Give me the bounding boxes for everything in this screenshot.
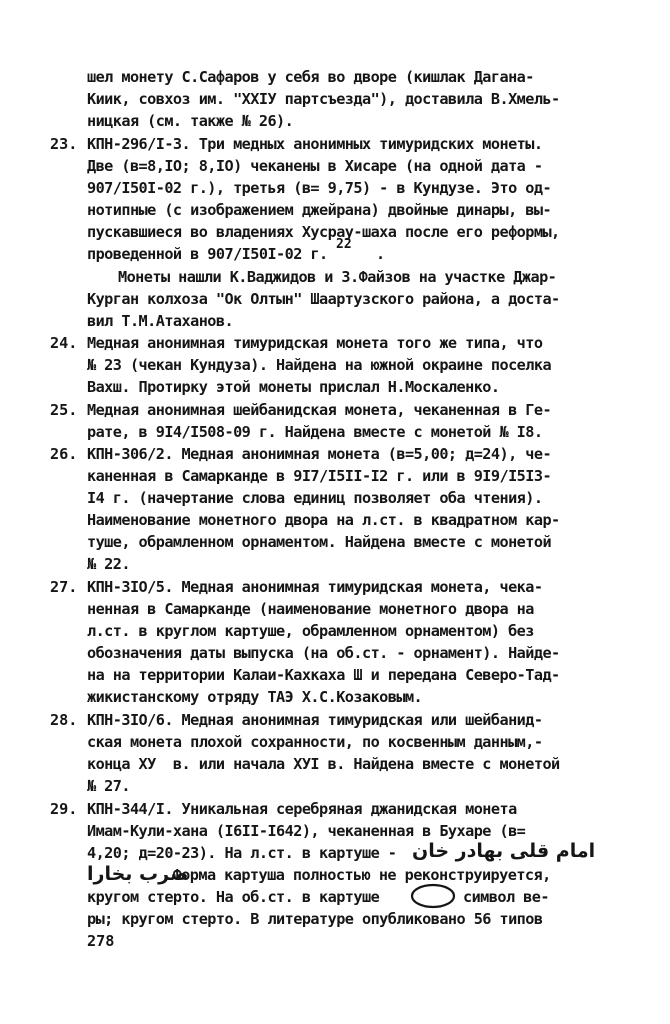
entry-number-25: 25. [50,401,78,419]
entry-27-line-3: л.ст. в круглом картуше, обрамленном орнаментом) без [87,622,534,640]
entry-24-line-2: № 23 (чекан Кундуза). Найдена на южной окраине поселка [87,356,552,374]
entry-29-line-3: 4,20; д=20-23). На л.ст. в картуше - [87,844,397,862]
entry-28-line-1: КПН-3IO/6. Медная анонимная тимуридская или шейбанид- [87,711,543,729]
footnote-marker: 22 [336,237,352,252]
entry-27-line-5: на на территории Калаи-Кахкаха Ш и передана Северо-Тад- [87,666,560,684]
entry-29-line-5: кругом стерто. На об.ст. в картуше [87,888,380,906]
entry-25-line-2: рате, в 9I4/I508-09 г. Найдена вместе с монетой № I8. [87,423,543,441]
entry-23-line-2: Две (в=8,IO; 8,IO) чеканены в Хисаре (на одной дата - [87,157,543,175]
entry-24-line-1: Медная анонимная тимуридская монета того же типа, что [87,334,543,352]
entry-number-28: 28. [50,711,78,729]
entry-number-23: 23. [50,135,78,153]
entry-23-line-6: проведенной в 907/I50I-02 г. [87,245,328,263]
page-number: 278 [87,932,115,950]
entry-28-line-4: № 27. [87,777,130,795]
entry-29-line-4: .Форма картуша полностью не реконструируется, [164,866,551,884]
entry-29-line-5-end: символ ве- [463,888,549,906]
cartouche-oval-icon [409,882,457,910]
entry-26-line-4: Наименование монетного двора на л.ст. в квадратном кар- [87,511,560,529]
entry-29-line-6: ры; кругом стерто. В литературе опубликовано 56 типов [87,910,543,928]
entry-28-line-3: конца ХУ в. или начала ХУI в. Найдена вместе с монетой [87,755,560,773]
entry-26-line-2: каненная в Самарканде в 9I7/I5II-I2 г. или в 9I9/I5I3- [87,467,552,485]
entry-26-line-6: № 22. [87,555,130,573]
entry-29-line-2: Имам-Кули-хана (I6II-I642), чеканенная в Бухаре (в= [87,822,526,840]
entry-23-line-3: 907/I50I-02 г.), третья (в= 9,75) - в Кундузе. Это од- [87,179,552,197]
intro-line-3: ницкая (см. также № 26). [87,112,294,130]
entry-28-line-2: ская монета плохой сохранности, по косвенным данным,- [87,733,543,751]
entry-number-27: 27. [50,578,78,596]
entry-23-p2-line-2: Курган колхоза "Ок Олтын" Шаартузского района, а доста- [87,290,560,308]
entry-27-line-1: КПН-3IO/5. Медная анонимная тимуридская монета, чека- [87,578,543,596]
entry-27-line-4: обозначения даты выпуска (на об.ст. - орнамент). Найде- [87,644,560,662]
entry-26-line-5: туше, обрамленном орнаментом. Найдена вместе с монетой [87,533,552,551]
entry-26-line-1: КПН-306/2. Медная анонимная монета (в=5,00; д=24), че- [87,445,552,463]
entry-23-line-1: КПН-296/I-3. Три медных анонимных тимуридских монеты. [87,135,543,153]
arabic-inscription-line-1: امام قلی بهادر خان [412,840,596,862]
entry-29-line-1: КПН-344/I. Уникальная серебряная джанидская монета [87,800,517,818]
arabic-inscription-line-2: ضرب بخارا [87,863,189,885]
intro-line-1: шел монету С.Сафаров у себя во дворе (кишлак Дагана- [87,68,534,86]
entry-27-line-2: ненная в Самарканде (наименование монетного двора на [87,600,534,618]
entry-27-line-6: жикистанскому отряду ТАЭ Х.С.Козаковым. [87,688,423,706]
entry-23-line-5: пускавшиеся во владениях Хусрау-шаха после его реформы, [87,223,560,241]
entry-23-p2-line-1: Монеты нашли К.Ваджидов и З.Файзов на участке Джар- [118,268,557,286]
entry-25-line-1: Медная анонимная шейбанидская монета, чеканенная в Ге- [87,401,552,419]
entry-23-p2-line-3: вил Т.М.Атаханов. [87,312,234,330]
entry-number-29: 29. [50,800,78,818]
entry-number-26: 26. [50,445,78,463]
entry-24-line-3: Вахш. Протирку этой монеты прислал Н.Москаленко. [87,378,500,396]
intro-line-2: Киик, совхоз им. "XXIУ партсъезда"), доставила В.Хмель- [87,90,560,108]
entry-number-24: 24. [50,334,78,352]
entry-26-line-3: I4 г. (начертание слова единиц позволяет оба чтения). [87,489,543,507]
footnote-period: . [376,245,385,263]
entry-23-line-4: нотипные (с изображением джейрана) двойные динары, вы- [87,201,552,219]
